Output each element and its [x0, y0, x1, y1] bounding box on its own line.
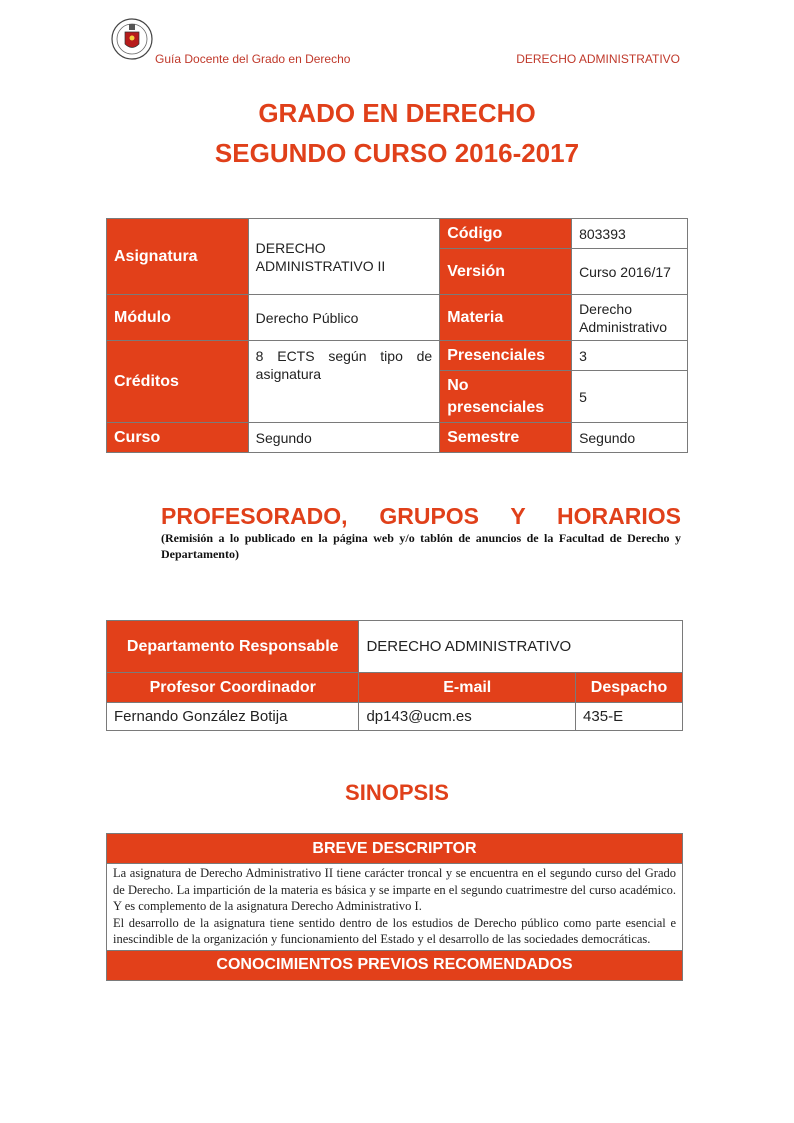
modulo-label: Módulo	[107, 295, 249, 341]
asignatura-value: DERECHO ADMINISTRATIVO II	[248, 219, 440, 295]
coordinador-header: Profesor Coordinador	[107, 673, 359, 703]
version-value: Curso 2016/17	[572, 249, 688, 295]
presenciales-value: 3	[572, 341, 688, 371]
page-title-degree: GRADO EN DERECHO	[258, 98, 536, 128]
breve-descriptor-header: BREVE DESCRIPTOR	[107, 834, 683, 864]
no-presenciales-value: 5	[572, 371, 688, 423]
presenciales-label: Presenciales	[440, 341, 572, 371]
subject-info-table	[106, 218, 688, 453]
sinopsis-table	[106, 833, 683, 981]
departamento-value: DERECHO ADMINISTRATIVO	[359, 621, 683, 673]
email-header: E-mail	[359, 673, 576, 703]
breve-descriptor-body	[107, 864, 683, 951]
materia-value: Derecho Administrativo	[572, 295, 688, 341]
descriptor-paragraph-2: El desarrollo de la asignatura tiene sentido dentro de los estudios de Derecho público como parte esencial e inescindible de la organización y funcionamiento del Estado y el desarrollo de las sociedades democráticas.	[113, 915, 676, 946]
creditos-label: Créditos	[107, 341, 249, 423]
page-title-course: SEGUNDO CURSO 2016-2017	[214, 138, 580, 168]
conocimientos-previos-header: CONOCIMIENTOS PREVIOS RECOMENDADOS	[107, 950, 683, 980]
curso-label: Curso	[107, 423, 249, 453]
header-subject-name: DERECHO ADMINISTRATIVO	[516, 52, 680, 66]
department-table	[106, 620, 683, 731]
despacho-header: Despacho	[576, 673, 683, 703]
version-label: Versión	[440, 249, 572, 295]
creditos-value: 8 ECTS según tipo de asignatura	[248, 341, 440, 423]
profesorado-section-title: PROFESORADO, GRUPOS Y HORARIOS	[161, 503, 681, 529]
despacho-value: 435-E	[576, 703, 683, 731]
coordinador-value: Fernando González Botija	[107, 703, 359, 731]
codigo-value: 803393	[572, 219, 688, 249]
departamento-label: Departamento Responsable	[107, 621, 359, 673]
semestre-label: Semestre	[440, 423, 572, 453]
codigo-label: Código	[440, 219, 572, 249]
no-presenciales-label: No presenciales	[440, 371, 572, 423]
university-seal-logo	[111, 16, 153, 62]
header-guide-title: Guía Docente del Grado en Derecho	[155, 52, 351, 66]
descriptor-paragraph-1: La asignatura de Derecho Administrativo II tiene carácter troncal y se encuentra en el segundo curso del Grado de Derecho. La impartición de la materia es básica y se imparte en el segundo cuatrimestre del curso académico. Y es complemento de la asignatura Derecho Administrativo I.	[113, 866, 676, 913]
sinopsis-title: SINOPSIS	[345, 780, 449, 805]
profesorado-section-note: (Remisión a lo publicado en la página web y/o tablón de anuncios de la Facultad de Derecho y Departamento)	[161, 531, 681, 561]
semestre-value: Segundo	[572, 423, 688, 453]
modulo-value: Derecho Público	[248, 295, 440, 341]
curso-value: Segundo	[248, 423, 440, 453]
materia-label: Materia	[440, 295, 572, 341]
asignatura-label: Asignatura	[107, 219, 249, 295]
email-value[interactable]: dp143@ucm.es	[359, 703, 576, 731]
